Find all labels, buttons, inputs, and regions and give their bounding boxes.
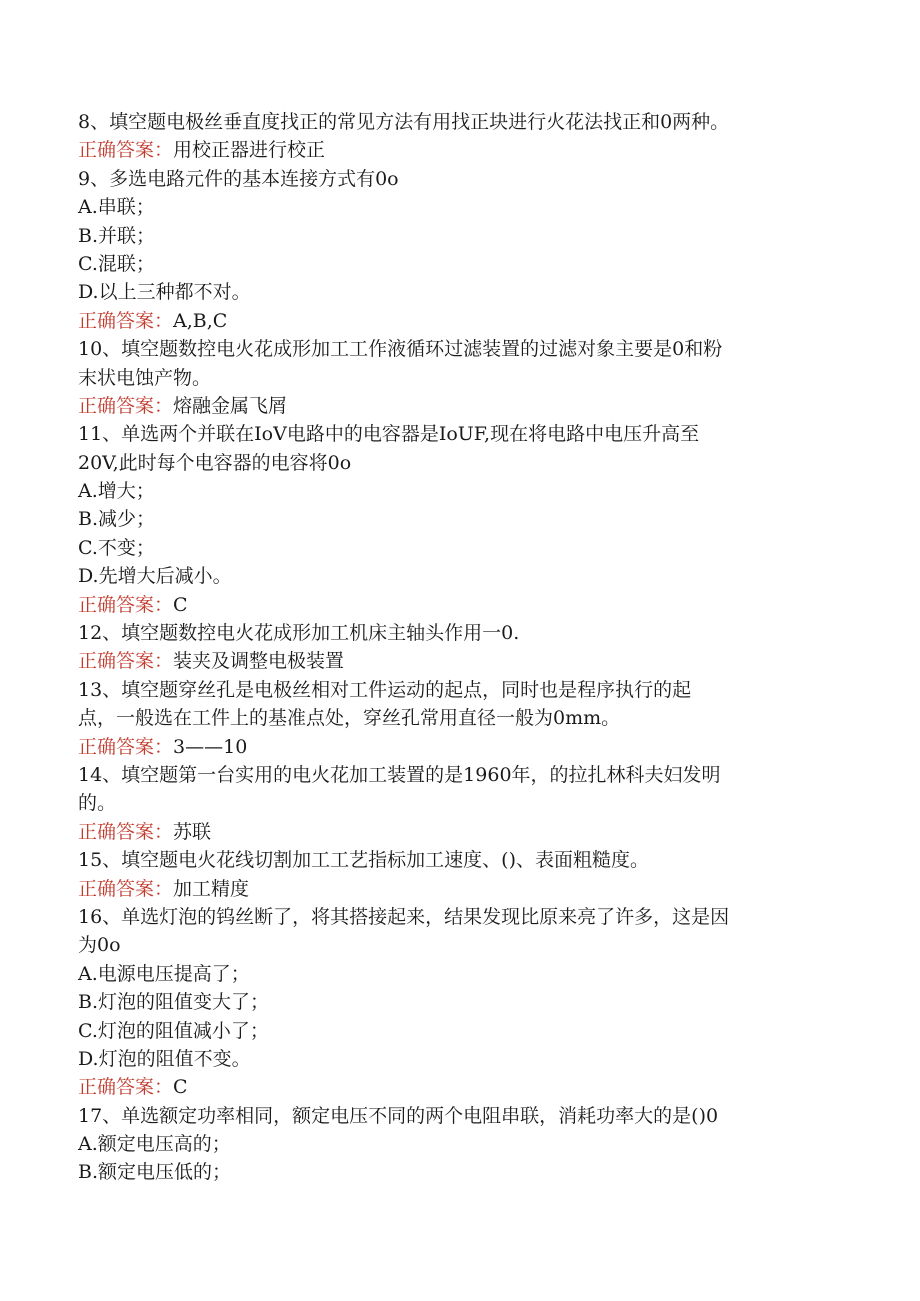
question-text: 13、填空题穿丝孔是电极丝相对工件运动的起点，同时也是程序执行的起 xyxy=(78,678,692,701)
answer-label: 正确答案： xyxy=(78,309,174,332)
answer-label: 正确答案： xyxy=(78,593,174,616)
option-text: D.先增大后减小。 xyxy=(78,565,232,588)
answer-label: 正确答案： xyxy=(78,820,174,843)
answer-line xyxy=(78,647,838,675)
option-text: A.电源电压提高了； xyxy=(78,962,250,985)
answer-label: 正确答案： xyxy=(78,139,174,162)
option-text: A.额定电压高的； xyxy=(78,1133,231,1156)
answer-line xyxy=(78,591,838,619)
answer-label: 正确答案： xyxy=(78,394,174,417)
question-text: 末状电蚀产物。 xyxy=(78,366,212,389)
answer-line xyxy=(78,307,838,335)
answer-label: 正确答案： xyxy=(78,1076,174,1099)
question-text: 20V,此时每个电容器的电容将0o xyxy=(78,451,352,474)
answer-value: 加工精度 xyxy=(173,877,250,900)
question-text: 为0o xyxy=(78,934,121,957)
question-text: 的。 xyxy=(78,792,117,815)
answer-line xyxy=(78,1073,838,1101)
option-text: B.并联； xyxy=(78,224,156,247)
answer-value: C xyxy=(173,1076,188,1099)
answer-label: 正确答案： xyxy=(78,877,174,900)
option-text: C.不变； xyxy=(78,536,155,559)
answer-line xyxy=(78,733,838,761)
option-text: B.减少； xyxy=(78,508,156,531)
answer-line xyxy=(78,875,838,903)
answer-label: 正确答案： xyxy=(78,735,174,758)
option-text: A.串联； xyxy=(78,196,155,219)
option-text: A.增大； xyxy=(78,480,155,503)
question-text: 9、多选电路元件的基本连接方式有0o xyxy=(78,167,399,190)
question-text: 14、填空题第一台实用的电火花加工装置的是1960年，的拉扎林科夫妇发明 xyxy=(78,763,721,786)
question-text: 11、单选两个并联在IoV电路中的电容器是IoUF,现在将电路中电压升高至 xyxy=(78,423,700,446)
answer-label: 正确答案： xyxy=(78,650,174,673)
option-text: D.以上三种都不对。 xyxy=(78,281,251,304)
option-text: D.灯泡的阻值不变。 xyxy=(78,1047,251,1070)
question-text: 16、单选灯泡的钨丝断了，将其搭接起来，结果发现比原来亮了许多，这是因 xyxy=(78,905,730,928)
answer-value: C xyxy=(173,593,188,616)
question-text: 点，一般选在工件上的基准点处，穿丝孔常用直径一般为0mm。 xyxy=(78,707,621,730)
answer-value: A,B,C xyxy=(173,309,228,332)
answer-value: 装夹及调整电极装置 xyxy=(173,650,345,673)
answer-line xyxy=(78,136,838,164)
question-text: 17、单选额定功率相同，额定电压不同的两个电阻串联，消耗功率大的是()0 xyxy=(78,1104,719,1127)
question-text: 12、填空题数控电火花成形加工机床主轴头作用一0. xyxy=(78,622,520,645)
question-text: 8、填空题电极丝垂直度找正的常见方法有用找正块进行火花法找正和0两种。 xyxy=(78,111,730,133)
answer-value: 用校正器进行校正 xyxy=(173,139,326,162)
option-text: B.灯泡的阻值变大了； xyxy=(78,991,270,1014)
option-text: C.灯泡的阻值减小了； xyxy=(78,1019,269,1042)
question-text: 10、填空题数控电火花成形加工工作液循环过滤装置的过滤对象主要是0和粉 xyxy=(78,338,723,361)
question-text: 15、填空题电火花线切割加工工艺指标加工速度、()、表面粗糙度。 xyxy=(78,849,650,872)
answer-value: 苏联 xyxy=(173,820,212,843)
option-text: B.额定电压低的； xyxy=(78,1161,232,1184)
document-page xyxy=(78,108,838,1187)
answer-value: 3——10 xyxy=(173,735,248,758)
option-text: C.混联； xyxy=(78,252,155,275)
answer-line xyxy=(78,818,838,846)
answer-line xyxy=(78,392,838,420)
answer-value: 熔融金属飞屑 xyxy=(173,394,288,417)
